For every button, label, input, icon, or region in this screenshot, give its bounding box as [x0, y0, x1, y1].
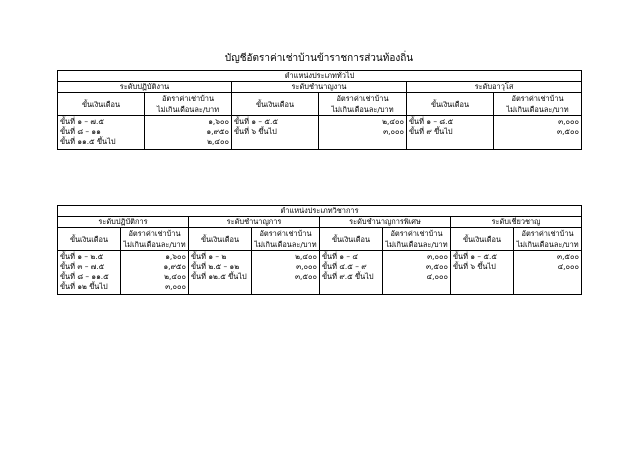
academic-level-0: ระดับปฏิบัติการ	[58, 217, 189, 228]
col-salary-header: ขั้นเงินเดือน	[58, 228, 121, 251]
salary-steps-cell: ขั้นที่ ๑ – ๘.๕ ขั้นที่ ๙ ขึ้นไป	[407, 116, 494, 150]
rent-rate-cell: ๑,๖๐๐ ๑,๙๕๐ ๒,๔๐๐ ๓,๐๐๐	[121, 251, 189, 295]
col-rate-header: อัตราค่าเช่าบ้าน ไม่เกินเดือนละ/บาท	[319, 93, 407, 116]
document-title: บัญชีอัตราค่าเช่าบ้านข้าราชการส่วนท้องถิ่น	[224, 53, 414, 64]
rent-rate-cell: ๒,๔๐๐ ๓,๐๐๐ ๓,๕๐๐	[252, 251, 320, 295]
salary-steps-cell: ขั้นที่ ๑ – ๕.๕ ขั้นที่ ๖ ขึ้นไป	[451, 251, 514, 295]
col-salary-header: ขั้นเงินเดือน	[320, 228, 383, 251]
general-level-1: ระดับชำนาญงาน	[232, 82, 407, 93]
rent-rate-cell: ๑,๖๐๐ ๑,๙๕๐ ๒,๔๐๐	[145, 116, 232, 150]
salary-steps-cell: ขั้นที่ ๑ – ๒ ขั้นที่ ๒.๕ – ๑๒ ขั้นที่ ๑๒.๕ ขึ้นไป	[189, 251, 252, 295]
col-rate-header: อัตราค่าเช่าบ้าน ไม่เกินเดือนละ/บาท	[383, 228, 451, 251]
col-salary-header: ขั้นเงินเดือน	[451, 228, 514, 251]
academic-level-1: ระดับชำนาญการ	[189, 217, 320, 228]
col-salary-header: ขั้นเงินเดือน	[407, 93, 494, 116]
general-heading: ตำแหน่งประเภททั่วไป	[58, 71, 582, 82]
rent-rate-cell: ๓,๕๐๐ ๔,๐๐๐	[514, 251, 582, 295]
general-level-2: ระดับอาวุโส	[407, 82, 582, 93]
col-salary-header: ขั้นเงินเดือน	[189, 228, 252, 251]
salary-steps-cell: ขั้นที่ ๑ – ๔ ขั้นที่ ๔.๕ – ๙ ขั้นที่ ๙.๕ ขึ้นไป	[320, 251, 383, 295]
col-rate-header: อัตราค่าเช่าบ้าน ไม่เกินเดือนละ/บาท	[514, 228, 582, 251]
academic-level-2: ระดับชำนาญการพิเศษ	[320, 217, 451, 228]
rent-rate-cell: ๓,๐๐๐ ๓,๕๐๐ ๔,๐๐๐	[383, 251, 451, 295]
salary-steps-cell: ขั้นที่ ๑ – ๒.๕ ขั้นที่ ๓ – ๗.๕ ขั้นที่ ๘ – ๑๑.๕ ขั้นที่ ๑๒ ขึ้นไป	[58, 251, 121, 295]
col-salary-header: ขั้นเงินเดือน	[232, 93, 319, 116]
academic-heading: ตำแหน่งประเภทวิชาการ	[58, 206, 582, 217]
col-salary-header: ขั้นเงินเดือน	[58, 93, 145, 116]
general-positions-table	[57, 70, 582, 150]
col-rate-header: อัตราค่าเช่าบ้าน ไม่เกินเดือนละ/บาท	[494, 93, 582, 116]
salary-steps-cell: ขั้นที่ ๑ – ๗.๕ ขั้นที่ ๘ – ๑๑ ขั้นที่ ๑๑.๕ ขึ้นไป	[58, 116, 145, 150]
col-rate-header: อัตราค่าเช่าบ้าน ไม่เกินเดือนละ/บาท	[252, 228, 320, 251]
academic-level-3: ระดับเชี่ยวชาญ	[451, 217, 582, 228]
col-rate-header: อัตราค่าเช่าบ้าน ไม่เกินเดือนละ/บาท	[121, 228, 189, 251]
academic-positions-table	[57, 205, 582, 295]
salary-steps-cell: ขั้นที่ ๑ – ๕.๕ ขั้นที่ ๖ ขึ้นไป	[232, 116, 319, 150]
col-rate-header: อัตราค่าเช่าบ้าน ไม่เกินเดือนละ/บาท	[145, 93, 232, 116]
general-level-0: ระดับปฏิบัติงาน	[58, 82, 232, 93]
rent-rate-cell: ๒,๔๐๐ ๓,๐๐๐	[319, 116, 407, 150]
rent-rate-cell: ๓,๐๐๐ ๓,๕๐๐	[494, 116, 582, 150]
